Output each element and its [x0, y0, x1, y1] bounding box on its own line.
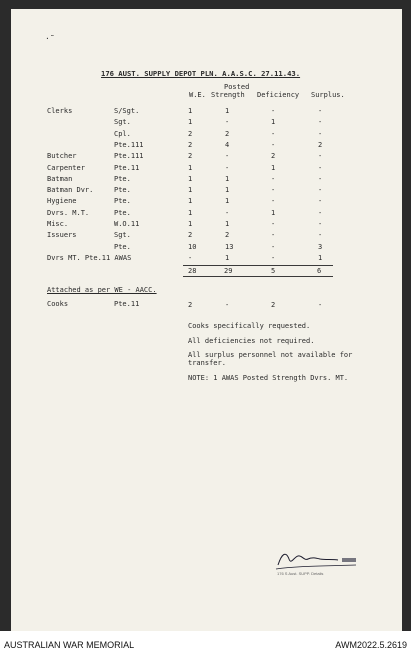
table-cell-category: Carpenter	[47, 163, 85, 172]
footer-institution: AUSTRALIAN WAR MEMORIAL	[4, 640, 135, 650]
table-cell-strength: 4	[225, 140, 230, 149]
table-cell-deficiency: -	[271, 174, 276, 183]
table-cell-strength: 1	[225, 107, 230, 115]
attached-rank: Pte.11	[114, 300, 140, 308]
table-cell-we: 2	[188, 129, 193, 138]
table-cell-we: 1	[188, 220, 193, 228]
attached-surplus: -	[318, 301, 323, 309]
table-cell-surplus: 2	[318, 140, 323, 149]
table-cell-rank: W.O.11	[114, 220, 140, 228]
table-cell-strength: -	[225, 208, 230, 217]
attached-strength: -	[225, 301, 230, 309]
table-cell-we: 2	[188, 231, 193, 240]
table-cell-category: Batman Dvr.	[47, 186, 94, 195]
table-cell-surplus: 1	[318, 253, 323, 262]
attached-deficiency: 2	[271, 301, 276, 309]
table-cell-rank: Sgt.	[114, 118, 131, 127]
column-header-strength: Strength	[211, 91, 245, 99]
attached-we: 2	[188, 301, 193, 309]
note-deficiencies: All deficiencies not required.	[188, 337, 315, 345]
table-cell-we: 1	[188, 174, 193, 183]
column-header-deficiency: Deficiency	[257, 91, 300, 99]
table-cell-we: 10	[188, 242, 197, 251]
table-cell-we: 1	[188, 118, 193, 127]
total-surplus: 6	[317, 267, 322, 275]
table-cell-strength: 2	[225, 129, 230, 138]
table-cell-surplus: -	[318, 118, 323, 127]
total-deficiency: 5	[271, 267, 276, 275]
table-cell-deficiency: 1	[271, 118, 276, 127]
table-cell-strength: 2	[225, 231, 230, 240]
table-cell-we: 1	[188, 163, 193, 172]
table-cell-rank: Pte.	[114, 208, 131, 217]
table-cell-surplus: -	[318, 174, 323, 183]
totals-rule-top	[183, 265, 333, 266]
table-cell-rank: Pte.	[114, 242, 131, 251]
column-header-surplus: Surplus.	[311, 91, 345, 99]
table-cell-rank: Pte.111	[114, 140, 144, 149]
table-cell-category: Issuers	[47, 231, 77, 240]
signature	[256, 547, 366, 573]
attached-heading: Attached as per WE - AACC.	[47, 286, 157, 294]
table-cell-strength: 1	[225, 253, 230, 262]
table-cell-category: Batman	[47, 174, 73, 183]
table-cell-deficiency: 2	[271, 152, 276, 161]
table-cell-strength: -	[225, 163, 230, 172]
totals-rule-bottom	[183, 276, 333, 277]
table-cell-surplus: -	[318, 107, 323, 115]
table-cell-deficiency: -	[271, 107, 276, 115]
table-cell-surplus: -	[318, 163, 323, 172]
table-cell-strength: 1	[225, 197, 230, 206]
document-title: 176 AUST. SUPPLY DEPOT PLN. A.A.S.C. 27.11.43.	[101, 69, 301, 78]
table-cell-rank: Pte.11	[114, 163, 140, 172]
table-cell-deficiency: -	[271, 220, 276, 228]
table-cell-strength: 1	[225, 186, 230, 195]
table-cell-rank: Sgt.	[114, 231, 131, 240]
table-cell-deficiency: 1	[271, 163, 276, 172]
table-cell-deficiency: -	[271, 231, 276, 240]
table-cell-rank: Pte.	[114, 174, 131, 183]
table-cell-surplus: 3	[318, 242, 323, 251]
table-cell-we: -	[188, 253, 193, 262]
column-header-we: W.E.	[189, 91, 206, 99]
table-cell-we: 1	[188, 208, 193, 217]
table-cell-strength: 13	[225, 242, 234, 251]
table-cell-category: Hygiene	[47, 197, 77, 206]
table-cell-deficiency: -	[271, 186, 276, 195]
table-cell-surplus: -	[318, 129, 323, 138]
table-cell-deficiency: -	[271, 253, 276, 262]
table-cell-rank: Pte.	[114, 186, 131, 195]
table-cell-deficiency: -	[271, 242, 276, 251]
table-cell-rank: Cpl.	[114, 129, 131, 138]
punch-mark: ·˜	[45, 34, 55, 43]
note-awas: NOTE: 1 AWAS Posted Strength Dvrs. MT.	[188, 374, 349, 382]
table-cell-category: Misc.	[47, 220, 69, 228]
attached-category: Cooks	[47, 300, 69, 308]
table-cell-rank: Pte.111	[114, 152, 144, 161]
total-strength: 29	[224, 267, 233, 275]
table-cell-surplus: -	[318, 197, 323, 206]
table-cell-we: 1	[188, 186, 193, 195]
unit-stamp: 176 S Aust. SUPP. Details	[277, 571, 324, 576]
table-cell-strength: 1	[225, 174, 230, 183]
note-surplus-line2: transfer.	[188, 359, 226, 367]
note-cooks: Cooks specifically requested.	[188, 322, 311, 330]
table-cell-deficiency: -	[271, 140, 276, 149]
total-we: 28	[188, 267, 197, 275]
table-cell-category: Butcher	[47, 152, 77, 161]
table-cell-surplus: -	[318, 208, 323, 217]
table-cell-we: 2	[188, 140, 193, 149]
table-cell-strength: -	[225, 152, 230, 161]
table-cell-surplus: -	[318, 152, 323, 161]
column-header-posted: Posted	[224, 83, 250, 91]
table-cell-surplus: -	[318, 231, 323, 240]
document-page	[11, 9, 402, 631]
table-cell-we: 1	[188, 197, 193, 206]
footer-accession: AWM2022.5.2619	[335, 640, 407, 650]
note-surplus-line1: All surplus personnel not available for	[188, 351, 353, 359]
table-cell-strength: 1	[225, 220, 230, 228]
table-cell-rank: S/Sgt.	[114, 107, 140, 115]
table-cell-we: 1	[188, 107, 193, 115]
table-cell-deficiency: -	[271, 197, 276, 206]
table-cell-strength: -	[225, 118, 230, 127]
table-cell-rank: Pte.	[114, 197, 131, 206]
footer-bar	[0, 631, 411, 653]
table-cell-deficiency: -	[271, 129, 276, 138]
table-cell-surplus: -	[318, 186, 323, 195]
table-cell-category: Clerks	[47, 107, 73, 115]
table-cell-we: 2	[188, 152, 193, 161]
table-cell-category: Dvrs. M.T.	[47, 208, 90, 217]
table-cell-category: Dvrs MT. Pte.11 AWAS	[47, 253, 132, 262]
table-cell-surplus: -	[318, 220, 323, 228]
table-cell-deficiency: 1	[271, 208, 276, 217]
